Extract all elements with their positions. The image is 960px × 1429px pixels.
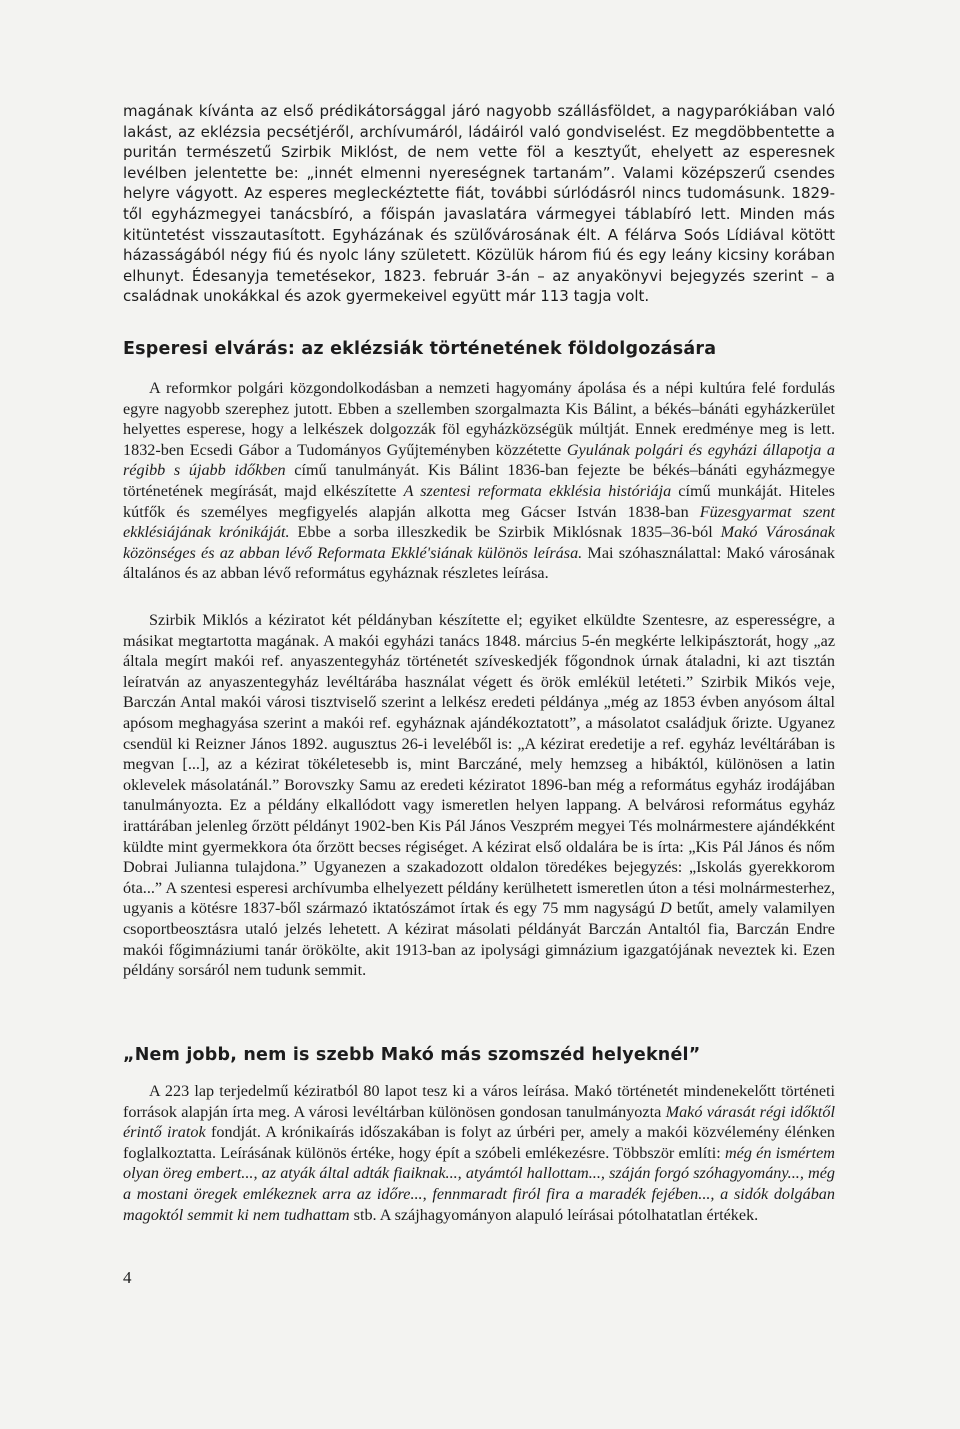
text-run: Mai szóhasználattal: Makó városának általános és az abban lévő református egyháznak részletes leírása. xyxy=(123,543,836,583)
text-run: Szirbik Miklós a kéziratot két példányban készítette el; egyiket elküldte Szentesre, az esperességre, a másikat megtartotta magának. A makói egyházi tanács 1848. március 5-én megkérte lelkipásztorát, hogy „az általa megírt makói ref. anyaszentegyház történetét szíveskedjék főgondnok úrnak átaladni, ki azt tisztán leíratván az anyaszentegyház levéltárába használat végett és örök emlékül letéteti.” Szirbik Mikós veje, Barczán Antal makói városi tisztviselő szerint a lelkész eredeti példánya „még az 1853 évben anyósom által apósom meghagyása szerint a makói ref. egyháznak ajándékoztatott”, a másolatot családjuk őrizte. Ugyanez csendül ki Reizner János 1892. augusztus 26-i leveléből is: „A kézirat eredetije a ref. egyház levéltárában is megvan [...], az a kézirat tökéletesebb is, mint Barczáné, mely hemzseg a hibáktól, különösen a latin oklevelek másolatánál.” Borovszky Samu az eredeti kéziratot 1896-ban még a református egyház irodájában tanulmányozta. Ez a példány elkallódott vagy ismeretlen helyen lappang. A belvárosi református egyház irattárában jelenleg őrzött példányt 1902-ben Kis Pál János Veszprém megyei Tés molnármestere ajándékként küldte mint gyermekkora óta őrzött becses régiséget. A kézirat első oldalára be is írta: „Kis Pál János és nőm Dobrai Julianna tulajdona.” Ugyanezen a szakadozott oldalon töredékes bejegyzés: „Iskolás gyerekkorom óta...” A szentesi esperesi archívumba elhelyezett példány kerülhetett ismeretlen úton a tési molnármesterhez, ugyanis a kötésre 1837-ből származó iktatószámot írtak és egy 75 mm nagyságú xyxy=(123,611,835,918)
italic-title: Makó Városának közönséges és az abban lévő Reformata Ekklé'siának különös leírása. xyxy=(123,523,835,562)
section-heading-esperesi: Esperesi elvárás: az eklézsiák történetének földolgozására xyxy=(123,339,717,359)
section1-paragraph1 xyxy=(123,378,835,584)
section-heading-nem-jobb: „Nem jobb, nem is szebb Makó más szomszéd helyeknél” xyxy=(123,1045,701,1065)
italic-title: Gyulának polgári és egyházi állapotja a régibb s újabb időkben xyxy=(123,440,835,480)
page-number: 4 xyxy=(123,1268,132,1287)
text-run: című munkáját. Hiteles kútfők és személyes megfigyelés alapján alkotta meg Gácser István 1838-ban xyxy=(123,481,835,521)
text-run: stb. A szájhagyományon alapuló leírásai pótolhatatlan értékek. xyxy=(349,1205,759,1224)
italic-letter: D xyxy=(660,899,672,918)
intro-text-block xyxy=(123,101,835,307)
text-run: Ebbe a sorba illeszkedik be Szirbik Miklósnak 1835–36-ból xyxy=(289,523,721,542)
text-run: A reformkor polgári közgondolkodásban a nemzeti hagyomány ápolása és a népi kultúra felé fordulás egyre nagyobb szerephez jutott. Ebben a szellemben szorgalmazta Kis Bálint, a békés–bánáti egyházkerület helyettes esperese, hogy a lelkészek dolgozzák föl egyházközségük múltját. Ennek eredménye meg is lett. 1832-ben Ecsedi Gábor a Tudományos Gyűjteményben közzétette xyxy=(123,379,835,459)
section1-paragraph2 xyxy=(123,610,835,981)
italic-title: Füzesgyarmat szent ekklésiájának krónikáját. xyxy=(123,502,836,542)
italic-title: A szentesi reformata ekklésia históriája xyxy=(403,481,672,500)
text-run: című tanulmányát. Kis Bálint 1836-ban fejezte be békés–bánáti egyházmegye történetének megírását, majd elkészítette xyxy=(123,461,835,500)
body-paragraph xyxy=(123,1081,835,1225)
body-paragraph xyxy=(123,378,835,584)
text-run: betűt, amely valamilyen csoportbeosztásra utaló jelzés lehetett. A kézirat másolati példányát Barczán Antaltól fia, Barczán Endre makói főgimnáziumi tanár örökölte, akit 1913-ban az ipolysági gimnázium igazgatójának neveztek ki. Ezen példány sorsáról nem tudunk semmit. xyxy=(123,899,835,980)
italic-title: Makó várasát régi időktől érintő iratok xyxy=(123,1102,835,1142)
italic-quote: még én ismértem olyan öreg embert..., az atyák által adták fiaiknak..., atyámtól hallottam..., száján forgó szóhagyomány..., még a mostani öregek emlékeznek arra az időre..., fennmaradt firól fira a maradék fejében..., a sidók dolgában magoktól semmit ki nem tudhattam xyxy=(123,1143,835,1224)
text-run: fondját. A krónikaírás időszakában is folyt az úrbéri per, amely a makói közvélemény élénken foglalkoztatta. Leírásának különös értéke, hogy épít a szóbeli emlékezésre. Többször említi: xyxy=(123,1123,835,1162)
body-paragraph xyxy=(123,610,835,981)
text-run: A 223 lap terjedelmű kéziratból 80 lapot tesz ki a város leírása. Makó történetét mindenekelőtt történeti források alapján írta meg. A városi levéltárban különösen gondosan tanulmányozta xyxy=(123,1082,835,1121)
section2-paragraph xyxy=(123,1081,835,1225)
intro-paragraph: magának kívánta az első prédikátorsággal járó nagyobb szállásföldet, a nagyparókiában való lakást, az eklézsia pecsétjéről, archívumáról, ládáiról való gondviselést. Ez megdöbbentette a puritán természetű Szirbik Miklóst, de nem vette föl a kesztyűt, ehelyett az esperesnek levélben jelentette be: „innét elmenni nyereségnek tartanám”. Valami középszerű csendes helyre vágyott. Az esperes megleckéztette fiát, további súrlódásról nincs tudomásunk. 1829-től egyházmegyei tanácsbíró, a főispán javaslatára vármegyei táblabíró lett. Minden más kitüntetést visszautasított. Egyházának és szülővárosának élt. A félárva Soós Lídiával kötött házasságából négy fiú és nyolc lány született. Közülük három fiú és egy leány kicsiny korában elhunyt. Édesanyja temetésekor, 1823. február 3-án – az anyakönyvi bejegyzés szerint – a családnak unokákkal és azok gyermekeivel együtt már 113 tagja volt. xyxy=(123,102,835,306)
